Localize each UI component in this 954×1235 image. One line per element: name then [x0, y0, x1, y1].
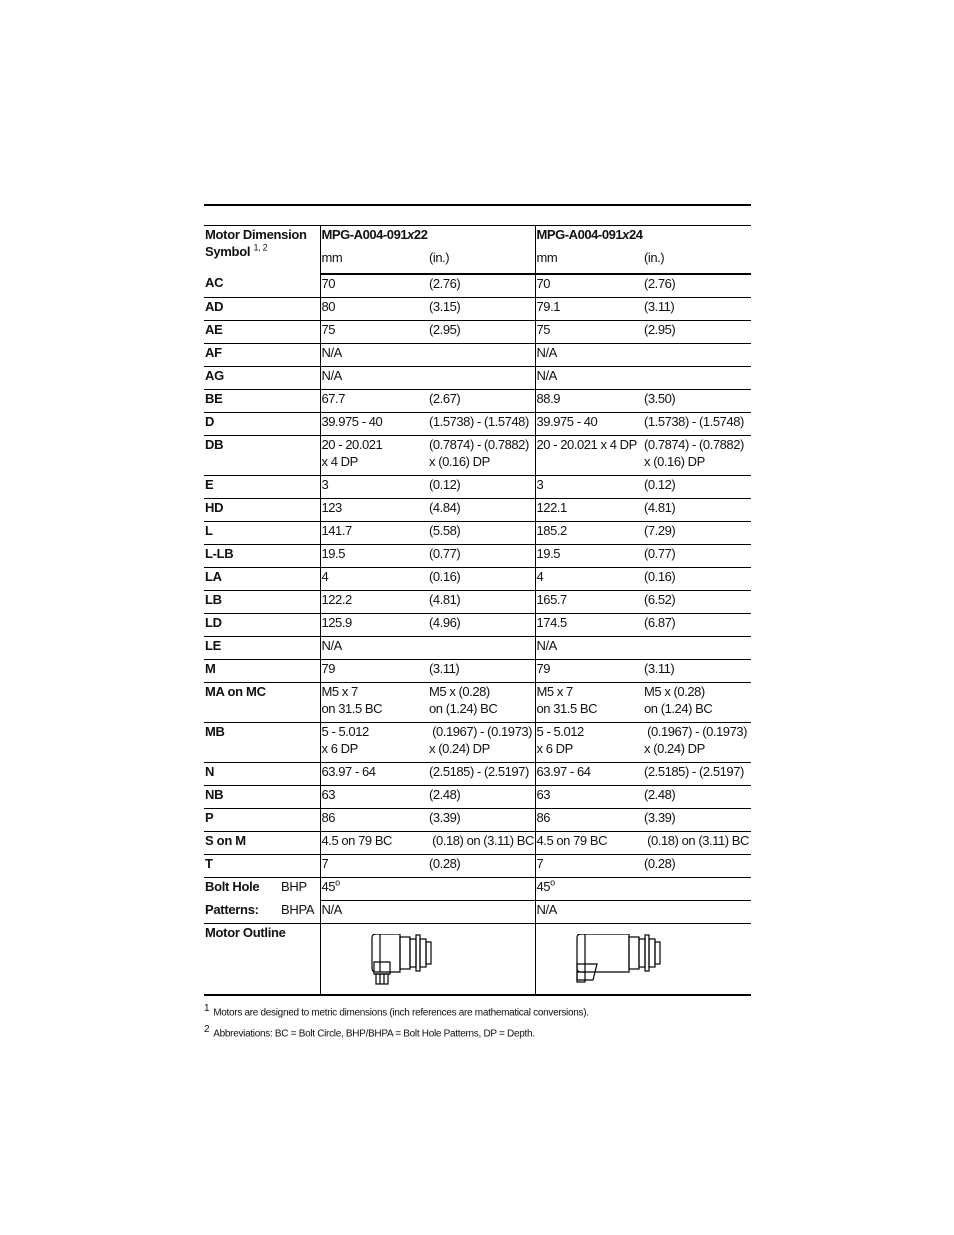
- model1-in-value-line: (0.77): [429, 546, 461, 561]
- model2-mm-value-line: 75: [536, 322, 551, 337]
- model1-in-value: [428, 545, 535, 568]
- model2-mm-value: [535, 274, 643, 298]
- row-symbol: [204, 367, 320, 390]
- model2-in-value: [643, 321, 751, 344]
- row-symbol: [204, 786, 320, 809]
- footnote-2: 2 Abbreviations: BC = Bolt Circle, BHP/BHPA = Bolt Hole Patterns, DP = Depth.: [204, 1024, 535, 1040]
- model1-mm-value-line: 80: [321, 299, 336, 314]
- table-row: [204, 683, 751, 723]
- model1-outline: [320, 924, 535, 996]
- model2-in-value-line: x (0.24) DP: [644, 741, 705, 756]
- model1-mm-value: [320, 499, 428, 522]
- model2-mm-value: [535, 522, 643, 545]
- model1-bhpa: N/A: [320, 901, 535, 924]
- row-symbol-line: BE: [205, 391, 223, 406]
- model2-in-value: [643, 614, 751, 637]
- top-rule: [204, 204, 751, 206]
- model1-in-value-line: (5.58): [429, 523, 461, 538]
- row-symbol: [204, 274, 320, 298]
- table-row: [204, 809, 751, 832]
- row-symbol: [204, 568, 320, 591]
- model1-in-value: [428, 344, 535, 367]
- model1-mm-value: [320, 344, 428, 367]
- model1-mm-value-line: 141.7: [321, 523, 352, 538]
- model1-mm-value-line: 79: [321, 661, 336, 676]
- table-row: [204, 832, 751, 855]
- model2-mm-value-line: 63.97 - 64: [536, 764, 591, 779]
- row-symbol-line: AF: [205, 345, 222, 360]
- model1-mm-value: [320, 832, 428, 855]
- model2-in-value: [643, 499, 751, 522]
- model1-mm-value: [320, 855, 428, 878]
- model1-mm-value-line: 75: [321, 322, 336, 337]
- model1-mm-value-line: 5 - 5.012: [321, 724, 369, 739]
- row-symbol-line: T: [205, 856, 213, 871]
- model2-mm-value-line: 79: [536, 661, 551, 676]
- model2-in-value-line: (0.18) on (3.11) BC: [644, 833, 749, 848]
- model1-mm-value-line: 63: [321, 787, 336, 802]
- model1-in-value: [428, 522, 535, 545]
- model2-mm-value: [535, 568, 643, 591]
- model2-in-value: [643, 298, 751, 321]
- patterns-label: Patterns: BHPA: [204, 901, 320, 924]
- model2-mm-value: [535, 660, 643, 683]
- table-row: [204, 367, 751, 390]
- model1-in-value-line: (0.28): [429, 856, 461, 871]
- table-row: [204, 476, 751, 499]
- row-symbol-line: M: [205, 661, 216, 676]
- model2-mm-value: [535, 683, 643, 723]
- model2-mm-value: [535, 321, 643, 344]
- model1-mm-value: [320, 321, 428, 344]
- model2-mm-value-line: 70: [536, 276, 551, 291]
- model1-mm-value: [320, 809, 428, 832]
- model2-in-value-line: (0.1967) - (0.1973): [644, 724, 748, 739]
- model2-in-value: [643, 545, 751, 568]
- table-row: [204, 413, 751, 436]
- row-symbol: [204, 545, 320, 568]
- model1-in-value: [428, 637, 535, 660]
- model2-mm-value: [535, 591, 643, 614]
- model2-in-value: [643, 476, 751, 499]
- model2-mm-value-line: x 6 DP: [536, 741, 573, 756]
- row-symbol-line: S on M: [205, 833, 246, 848]
- row-symbol-line: MA on MC: [205, 684, 266, 699]
- model2-mm-value-line: 86: [536, 810, 551, 825]
- motor-outline-drawing-icon: [322, 934, 536, 988]
- table-row: [204, 344, 751, 367]
- model1-mm-value: [320, 763, 428, 786]
- model1-in-value: [428, 390, 535, 413]
- model1-in-value: [428, 832, 535, 855]
- model2-in-header: (in.): [643, 244, 751, 274]
- table-row: [204, 298, 751, 321]
- dimensions-body: [204, 274, 751, 878]
- model1-in-value: [428, 809, 535, 832]
- motor-outline-label: Motor Outline: [204, 924, 320, 996]
- model1-in-value: [428, 723, 535, 763]
- model1-in-value-line: (2.5185) - (2.5197): [429, 764, 529, 779]
- model2-mm-value-line: 19.5: [536, 546, 561, 561]
- model1-in-value-line: (0.1967) - (0.1973): [429, 724, 533, 739]
- row-symbol-line: P: [205, 810, 214, 825]
- table-row: [204, 637, 751, 660]
- model2-outline: [535, 924, 751, 996]
- model1-in-value-line: M5 x (0.28): [429, 684, 490, 699]
- model2-in-value: [643, 436, 751, 476]
- model2-in-value-line: on (1.24) BC: [644, 701, 713, 716]
- row-symbol-line: MB: [205, 724, 225, 739]
- model1-mm-value-line: 20 - 20.021: [321, 437, 383, 452]
- model2-mm-value: [535, 614, 643, 637]
- row-symbol: [204, 723, 320, 763]
- model1-in-value-line: (2.67): [429, 391, 461, 406]
- row-symbol: [204, 637, 320, 660]
- model2-mm-value: [535, 637, 643, 660]
- model2-in-value: [643, 522, 751, 545]
- row-symbol: [204, 683, 320, 723]
- model1-in-value-line: (4.81): [429, 592, 461, 607]
- model2-mm-value: [535, 476, 643, 499]
- model1-mm-value: [320, 413, 428, 436]
- footnote-1: 1 Motors are designed to metric dimensions (inch references are mathematical conversions).: [204, 1003, 589, 1019]
- model2-mm-value-line: N/A: [536, 638, 557, 653]
- model1-mm-value: [320, 436, 428, 476]
- document-page: [204, 204, 751, 1043]
- model2-in-value-line: M5 x (0.28): [644, 684, 705, 699]
- model2-in-value: [643, 660, 751, 683]
- model2-in-value: [643, 683, 751, 723]
- model1-in-value-line: (3.11): [429, 661, 460, 676]
- row-symbol: [204, 809, 320, 832]
- model1-in-value: [428, 274, 535, 298]
- model2-mm-value: [535, 436, 643, 476]
- table-row: [204, 763, 751, 786]
- model2-in-value-line: (3.11): [644, 299, 675, 314]
- table-row: [204, 786, 751, 809]
- model1-in-value-line: (4.84): [429, 500, 461, 515]
- model1-mm-value-line: 3: [321, 477, 329, 492]
- model1-in-value-line: (0.7874) - (0.7882): [429, 437, 529, 452]
- model2-in-value-line: (2.5185) - (2.5197): [644, 764, 744, 779]
- model2-in-value: [643, 723, 751, 763]
- table-row: [204, 274, 751, 298]
- model2-mm-value: [535, 413, 643, 436]
- model1-mm-value: [320, 367, 428, 390]
- table-row: [204, 591, 751, 614]
- model2-mm-value-line: 39.975 - 40: [536, 414, 598, 429]
- model1-mm-value: [320, 476, 428, 499]
- row-symbol: [204, 344, 320, 367]
- model1-in-header: (in.): [428, 244, 535, 274]
- dimensions-table: [204, 225, 751, 996]
- table-row: [204, 499, 751, 522]
- model2-bhpa: N/A: [535, 901, 751, 924]
- model2-in-value-line: (2.95): [644, 322, 676, 337]
- row-symbol-line: AC: [205, 275, 224, 290]
- row-symbol: [204, 763, 320, 786]
- table-row: [204, 568, 751, 591]
- model1-in-value-line: on (1.24) BC: [429, 701, 498, 716]
- row-symbol: [204, 413, 320, 436]
- model2-in-value: [643, 763, 751, 786]
- model1-mm-value-line: 123: [321, 500, 342, 515]
- model2-in-value-line: (0.28): [644, 856, 676, 871]
- model2-mm-value-line: 4: [536, 569, 544, 584]
- model1-mm-value-line: 7: [321, 856, 329, 871]
- model2-in-value: [643, 367, 751, 390]
- model1-bhp: 45$^o$: [320, 878, 535, 901]
- model1-in-value: [428, 476, 535, 499]
- model1-in-value: [428, 855, 535, 878]
- model2-mm-value-line: 3: [536, 477, 544, 492]
- model1-mm-value: [320, 591, 428, 614]
- model2-in-value-line: (4.81): [644, 500, 676, 515]
- row-symbol-line: NB: [205, 787, 224, 802]
- model2-in-value: [643, 390, 751, 413]
- model1-in-value: [428, 436, 535, 476]
- row-symbol: [204, 522, 320, 545]
- row-symbol-line: L-LB: [205, 546, 234, 561]
- model1-mm-value: [320, 298, 428, 321]
- model1-in-value: [428, 298, 535, 321]
- model2-mm-value: [535, 809, 643, 832]
- model1-mm-value: [320, 683, 428, 723]
- model1-in-value-line: (2.76): [429, 276, 461, 291]
- model2-in-value: [643, 637, 751, 660]
- row-symbol-line: AG: [205, 368, 224, 383]
- bolt-hole-label: Bolt Hole BHP: [205, 879, 307, 894]
- motor-outline-drawing-icon: [537, 934, 751, 988]
- row-symbol: [204, 832, 320, 855]
- row-symbol-line: E: [205, 477, 214, 492]
- model1-mm-value-line: 70: [321, 276, 336, 291]
- model2-mm-value: [535, 832, 643, 855]
- model2-in-value: [643, 344, 751, 367]
- row-symbol: [204, 390, 320, 413]
- model1-in-value: [428, 591, 535, 614]
- model1-mm-value: [320, 660, 428, 683]
- model1-mm-value-line: on 31.5 BC: [321, 701, 383, 716]
- row-symbol-line: LB: [205, 592, 222, 607]
- row-symbol: [204, 614, 320, 637]
- model2-mm-value-line: 4.5 on 79 BC: [536, 833, 608, 848]
- model1-in-value-line: (0.16): [429, 569, 461, 584]
- model1-mm-value: [320, 723, 428, 763]
- model2-mm-value: [535, 367, 643, 390]
- model2-mm-value: [535, 390, 643, 413]
- model2-in-value: [643, 786, 751, 809]
- model1-mm-value-line: 39.975 - 40: [321, 414, 383, 429]
- table-row: [204, 436, 751, 476]
- table-row: [204, 321, 751, 344]
- model1-mm-value-line: 4.5 on 79 BC: [321, 833, 392, 848]
- model1-in-value-line: (0.18) on (3.11) BC: [429, 833, 534, 848]
- model1-mm-value-line: N/A: [321, 368, 342, 383]
- row-symbol-line: N: [205, 764, 215, 779]
- model1-in-value: [428, 568, 535, 591]
- table-row: [204, 545, 751, 568]
- model1-mm-value-line: 63.97 - 64: [321, 764, 376, 779]
- model2-mm-value: [535, 786, 643, 809]
- model2-in-value: [643, 568, 751, 591]
- model1-mm-value: [320, 545, 428, 568]
- model2-mm-value: [535, 344, 643, 367]
- model1-in-value-line: (2.48): [429, 787, 461, 802]
- model2-in-value-line: (6.52): [644, 592, 676, 607]
- model1-mm-value-line: 122.2: [321, 592, 352, 607]
- model2-in-value-line: (3.39): [644, 810, 676, 825]
- model2-mm-value-line: 165.7: [536, 592, 567, 607]
- model2-mm-value-line: N/A: [536, 368, 557, 383]
- model2-bhp: 45$^o$: [535, 878, 751, 901]
- model2-in-value: [643, 832, 751, 855]
- row-symbol-line: L: [205, 523, 213, 538]
- row-symbol-line: LD: [205, 615, 222, 630]
- model2-mm-value-line: 20 - 20.021 x 4 DP: [536, 437, 637, 452]
- row-symbol-line: DB: [205, 437, 224, 452]
- model1-in-value: [428, 763, 535, 786]
- model2-in-value-line: (0.7874) - (0.7882): [644, 437, 744, 452]
- table-row: [204, 723, 751, 763]
- row-symbol: [204, 298, 320, 321]
- model1-mm-value-line: M5 x 7: [321, 684, 358, 699]
- model1-mm-value-line: 19.5: [321, 546, 346, 561]
- model1-in-value: [428, 786, 535, 809]
- model1-in-value-line: (3.39): [429, 810, 461, 825]
- model2-mm-value-line: N/A: [536, 345, 557, 360]
- row-symbol-line: AE: [205, 322, 223, 337]
- model1-mm-value: [320, 390, 428, 413]
- model1-in-value-line: x (0.24) DP: [429, 741, 490, 756]
- model1-in-value: [428, 683, 535, 723]
- row-symbol-line: D: [205, 414, 215, 429]
- model1-in-value: [428, 321, 535, 344]
- model1-mm-value-line: 4: [321, 569, 329, 584]
- model1-in-value: [428, 660, 535, 683]
- model1-mm-value: [320, 786, 428, 809]
- table-row: [204, 855, 751, 878]
- model2-mm-value: [535, 298, 643, 321]
- model2-mm-header: mm: [535, 244, 643, 274]
- model2-in-value-line: (2.48): [644, 787, 676, 802]
- table-row: [204, 390, 751, 413]
- model2-mm-value: [535, 545, 643, 568]
- footnotes: [204, 1000, 751, 1043]
- symbol-column-header: Motor Dimension Symbol $^{1, 2}$: [204, 226, 320, 275]
- row-symbol: [204, 660, 320, 683]
- model1-mm-value-line: N/A: [321, 638, 342, 653]
- row-symbol-line: HD: [205, 500, 224, 515]
- model2-in-value-line: (1.5738) - (1.5748): [644, 414, 744, 429]
- model1-mm-value: [320, 522, 428, 545]
- model2-in-value-line: (6.87): [644, 615, 676, 630]
- model2-in-value-line: (0.12): [644, 477, 676, 492]
- model2-mm-value-line: 5 - 5.012: [536, 724, 584, 739]
- row-symbol: [204, 321, 320, 344]
- model2-in-value-line: (3.50): [644, 391, 676, 406]
- row-symbol-line: LE: [205, 638, 222, 653]
- model1-in-value-line: (1.5738) - (1.5748): [429, 414, 529, 429]
- table-row: [204, 660, 751, 683]
- row-symbol-line: AD: [205, 299, 224, 314]
- model2-in-value: [643, 855, 751, 878]
- model2-mm-value-line: 7: [536, 856, 544, 871]
- model2-mm-value-line: 185.2: [536, 523, 567, 538]
- model2-mm-value-line: M5 x 7: [536, 684, 573, 699]
- model1-mm-header: mm: [320, 244, 428, 274]
- model1-mm-value: [320, 274, 428, 298]
- model1-mm-value: [320, 568, 428, 591]
- table-row: [204, 614, 751, 637]
- model1-in-value: [428, 367, 535, 390]
- model1-in-value: [428, 614, 535, 637]
- model2-in-value: [643, 274, 751, 298]
- model1-in-value-line: (0.12): [429, 477, 461, 492]
- model2-mm-value-line: 79.1: [536, 299, 561, 314]
- row-symbol: [204, 855, 320, 878]
- model1-mm-value-line: x 4 DP: [321, 454, 358, 469]
- model2-in-value-line: x (0.16) DP: [644, 454, 705, 469]
- model1-in-value-line: x (0.16) DP: [429, 454, 490, 469]
- row-symbol: [204, 499, 320, 522]
- model1-mm-value-line: 67.7: [321, 391, 346, 406]
- model1-mm-value: [320, 637, 428, 660]
- model1-in-value-line: (3.15): [429, 299, 461, 314]
- model1-mm-value-line: x 6 DP: [321, 741, 358, 756]
- model1-mm-value-line: 125.9: [321, 615, 352, 630]
- model2-in-value: [643, 809, 751, 832]
- table-row: [204, 522, 751, 545]
- model2-in-value: [643, 591, 751, 614]
- model2-mm-value: [535, 499, 643, 522]
- model2-header: MPG-A004-091x24: [535, 226, 751, 245]
- model1-in-value-line: (2.95): [429, 322, 461, 337]
- model2-mm-value-line: 63: [536, 787, 551, 802]
- model2-mm-value: [535, 723, 643, 763]
- row-symbol-line: LA: [205, 569, 222, 584]
- row-symbol: [204, 476, 320, 499]
- model1-in-value: [428, 499, 535, 522]
- model2-in-value-line: (0.77): [644, 546, 676, 561]
- model2-in-value: [643, 413, 751, 436]
- model1-mm-value: [320, 614, 428, 637]
- row-symbol: [204, 591, 320, 614]
- model2-in-value-line: (3.11): [644, 661, 675, 676]
- model2-mm-value-line: 122.1: [536, 500, 567, 515]
- row-symbol: [204, 436, 320, 476]
- model2-mm-value: [535, 763, 643, 786]
- model2-in-value-line: (0.16): [644, 569, 676, 584]
- model1-mm-value-line: 86: [321, 810, 336, 825]
- model2-mm-value-line: 174.5: [536, 615, 567, 630]
- model2-mm-value: [535, 855, 643, 878]
- model1-header: MPG-A004-091x22: [320, 226, 535, 245]
- model1-in-value-line: (4.96): [429, 615, 461, 630]
- model1-mm-value-line: N/A: [321, 345, 342, 360]
- model2-in-value-line: (7.29): [644, 523, 676, 538]
- model2-mm-value-line: on 31.5 BC: [536, 701, 598, 716]
- model1-in-value: [428, 413, 535, 436]
- model2-in-value-line: (2.76): [644, 276, 676, 291]
- model2-mm-value-line: 88.9: [536, 391, 561, 406]
